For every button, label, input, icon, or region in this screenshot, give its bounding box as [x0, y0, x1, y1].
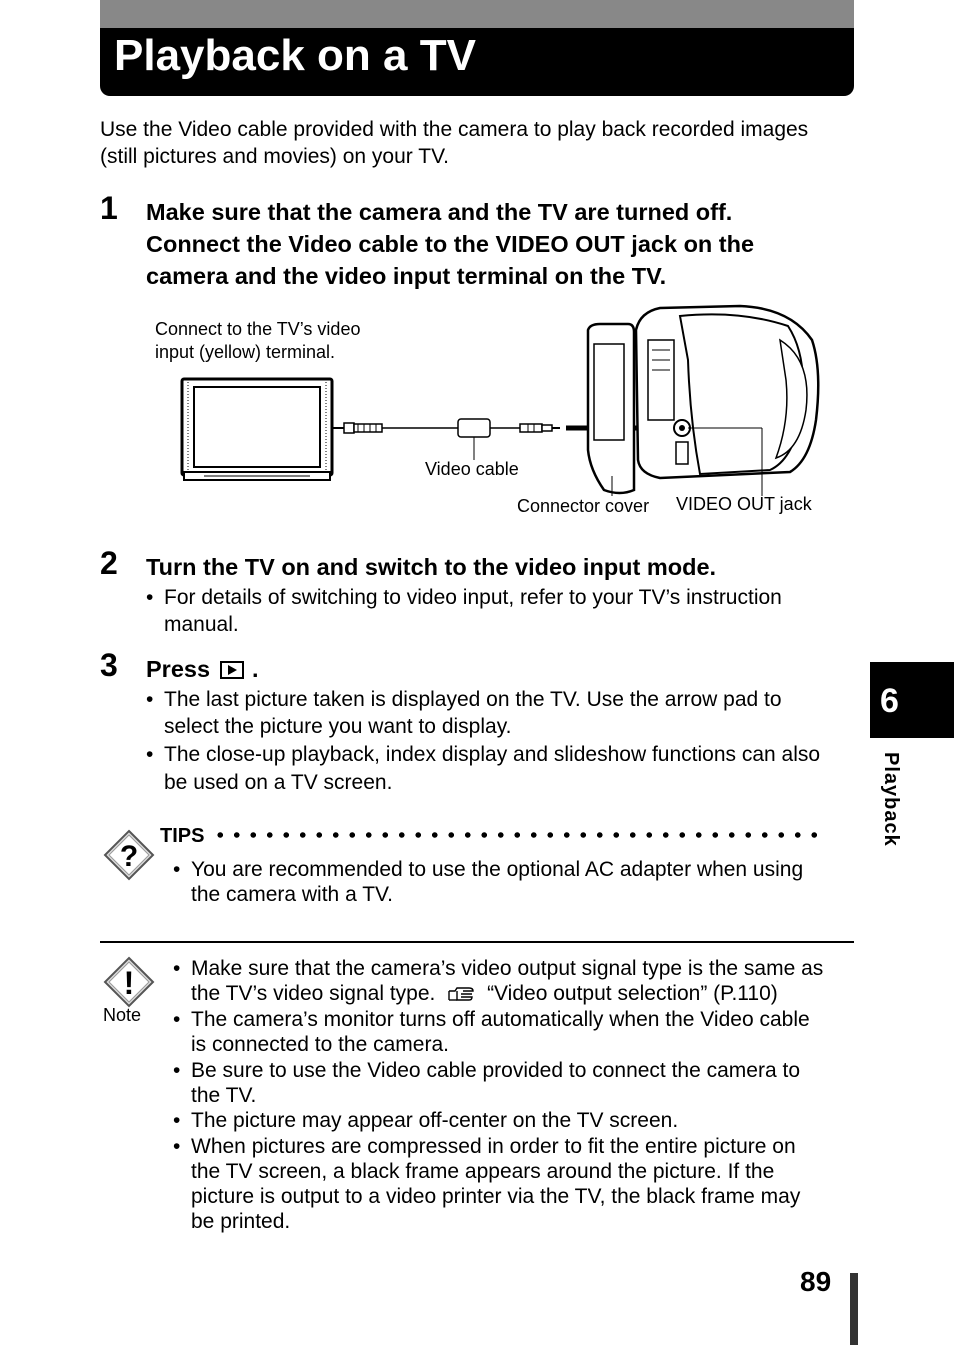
intro-line: Use the Video cable provided with the camera to play back recorded images: [100, 118, 809, 141]
step-3-number: 3: [100, 647, 118, 683]
bullet-line: The camera’s monitor turns off automatically when the Video cable: [191, 1008, 810, 1031]
bullet-line: When pictures are compressed in order to fit the entire picture on: [191, 1135, 796, 1158]
note-bullet: [173, 955, 863, 1009]
note-icon-glyph: !: [123, 965, 135, 1001]
step-3-bullet: [146, 686, 856, 742]
title-top-strip: [100, 0, 854, 28]
step-3-bullet: [146, 741, 856, 797]
step-2-number: 2: [100, 545, 118, 581]
chapter-number: 6: [880, 682, 899, 720]
note-label: Note: [103, 1005, 142, 1025]
bullet-line: the camera with a TV.: [191, 883, 393, 906]
page-number-bar: [850, 1273, 858, 1345]
bullet-line: The last picture taken is displayed on the TV. Use the arrow pad to: [164, 688, 782, 711]
label-video-out-jack: VIDEO OUT jack: [676, 494, 812, 514]
bullet-line: the TV screen, a black frame appears around the picture. If the: [191, 1160, 775, 1183]
tips-bullet: [173, 856, 853, 912]
note-bullet: [173, 1057, 863, 1111]
tips-icon-glyph: ?: [119, 840, 139, 873]
reference-hand-icon: [447, 982, 477, 998]
bullet-line: The close-up playback, index display and slideshow functions can also: [164, 743, 821, 766]
label-connector-cover: Connector cover: [517, 496, 650, 516]
step-1-line: camera and the video input terminal on the TV.: [146, 263, 667, 289]
bullet-dot: •: [173, 1008, 181, 1031]
bullet-line: picture is output to a video printer via the TV, the black frame may: [191, 1185, 801, 1208]
step-3-text: [146, 653, 259, 685]
bullet-line: manual.: [164, 613, 239, 636]
chapter-label: [874, 752, 904, 862]
bullet-dot: •: [173, 1109, 181, 1132]
note-icon: [102, 955, 156, 1009]
step-1-line: Make sure that the camera and the TV are turned off.: [146, 199, 733, 225]
page-title: Playback on a TV: [114, 31, 476, 80]
bullet-dot: •: [146, 688, 154, 711]
bullet-line: You are recommended to use the optional AC adapter when using: [191, 858, 804, 881]
bullet-dot: •: [173, 957, 181, 980]
bullet-dot: •: [173, 1059, 181, 1082]
label-tv-input-line: Connect to the TV’s video: [155, 319, 361, 339]
bullet-line: is connected to the camera.: [191, 1033, 449, 1056]
title-bar: [100, 0, 854, 96]
tips-dotted-rule: [212, 832, 822, 838]
bullet-line-part: “Video output selection” (P.110): [487, 982, 778, 1005]
bullet-line: be printed.: [191, 1210, 291, 1233]
note-divider: [100, 941, 854, 943]
note-bullet: [173, 1133, 863, 1237]
bullet-dot: •: [173, 858, 181, 881]
bullet-line: the TV.: [191, 1084, 257, 1107]
bullet-dot: •: [146, 743, 154, 766]
tv-illustration: [182, 379, 332, 480]
tips-icon: [102, 828, 156, 882]
step-2-text: Turn the TV on and switch to the video input mode.: [146, 554, 717, 580]
tips-label: TIPS: [160, 825, 205, 847]
bullet-line: select the picture you want to display.: [164, 715, 512, 738]
bullet-line: be used on a TV screen.: [164, 771, 393, 794]
note-bullet: [173, 1107, 863, 1135]
chapter-tab: [870, 662, 954, 738]
step-2-bullet: [146, 584, 846, 640]
note-bullet: [173, 1006, 863, 1060]
step-3-press-label: Press: [146, 656, 211, 682]
step-1-number: 1: [100, 190, 118, 226]
chapter-label-text: Playback: [880, 752, 902, 847]
step-1-text: [146, 196, 754, 292]
bullet-line: For details of switching to video input, refer to your TV’s instruction: [164, 586, 782, 609]
bullet-line: Be sure to use the Video cable provided to connect the camera to: [191, 1059, 800, 1082]
step-1-line: Connect the Video cable to the VIDEO OUT jack on the: [146, 231, 755, 257]
bullet-line: Make sure that the camera’s video output signal type is the same as: [191, 957, 824, 980]
step-3-period: .: [252, 656, 259, 682]
page-number: 89: [800, 1266, 832, 1297]
bullet-dot: •: [146, 586, 154, 609]
intro-line: (still pictures and movies) on your TV.: [100, 145, 449, 168]
bullet-line-part: the TV’s video signal type.: [191, 982, 436, 1005]
label-tv-input: [155, 318, 360, 364]
label-video-cable: Video cable: [425, 459, 519, 479]
bullet-dot: •: [173, 1135, 181, 1158]
playback-button-icon: [220, 661, 244, 679]
bullet-line: The picture may appear off-center on the TV screen.: [191, 1109, 679, 1132]
label-tv-input-line: input (yellow) terminal.: [155, 342, 336, 362]
camera-illustration: [588, 306, 818, 496]
bullet-line: [191, 980, 823, 1007]
intro-text: [100, 116, 808, 170]
